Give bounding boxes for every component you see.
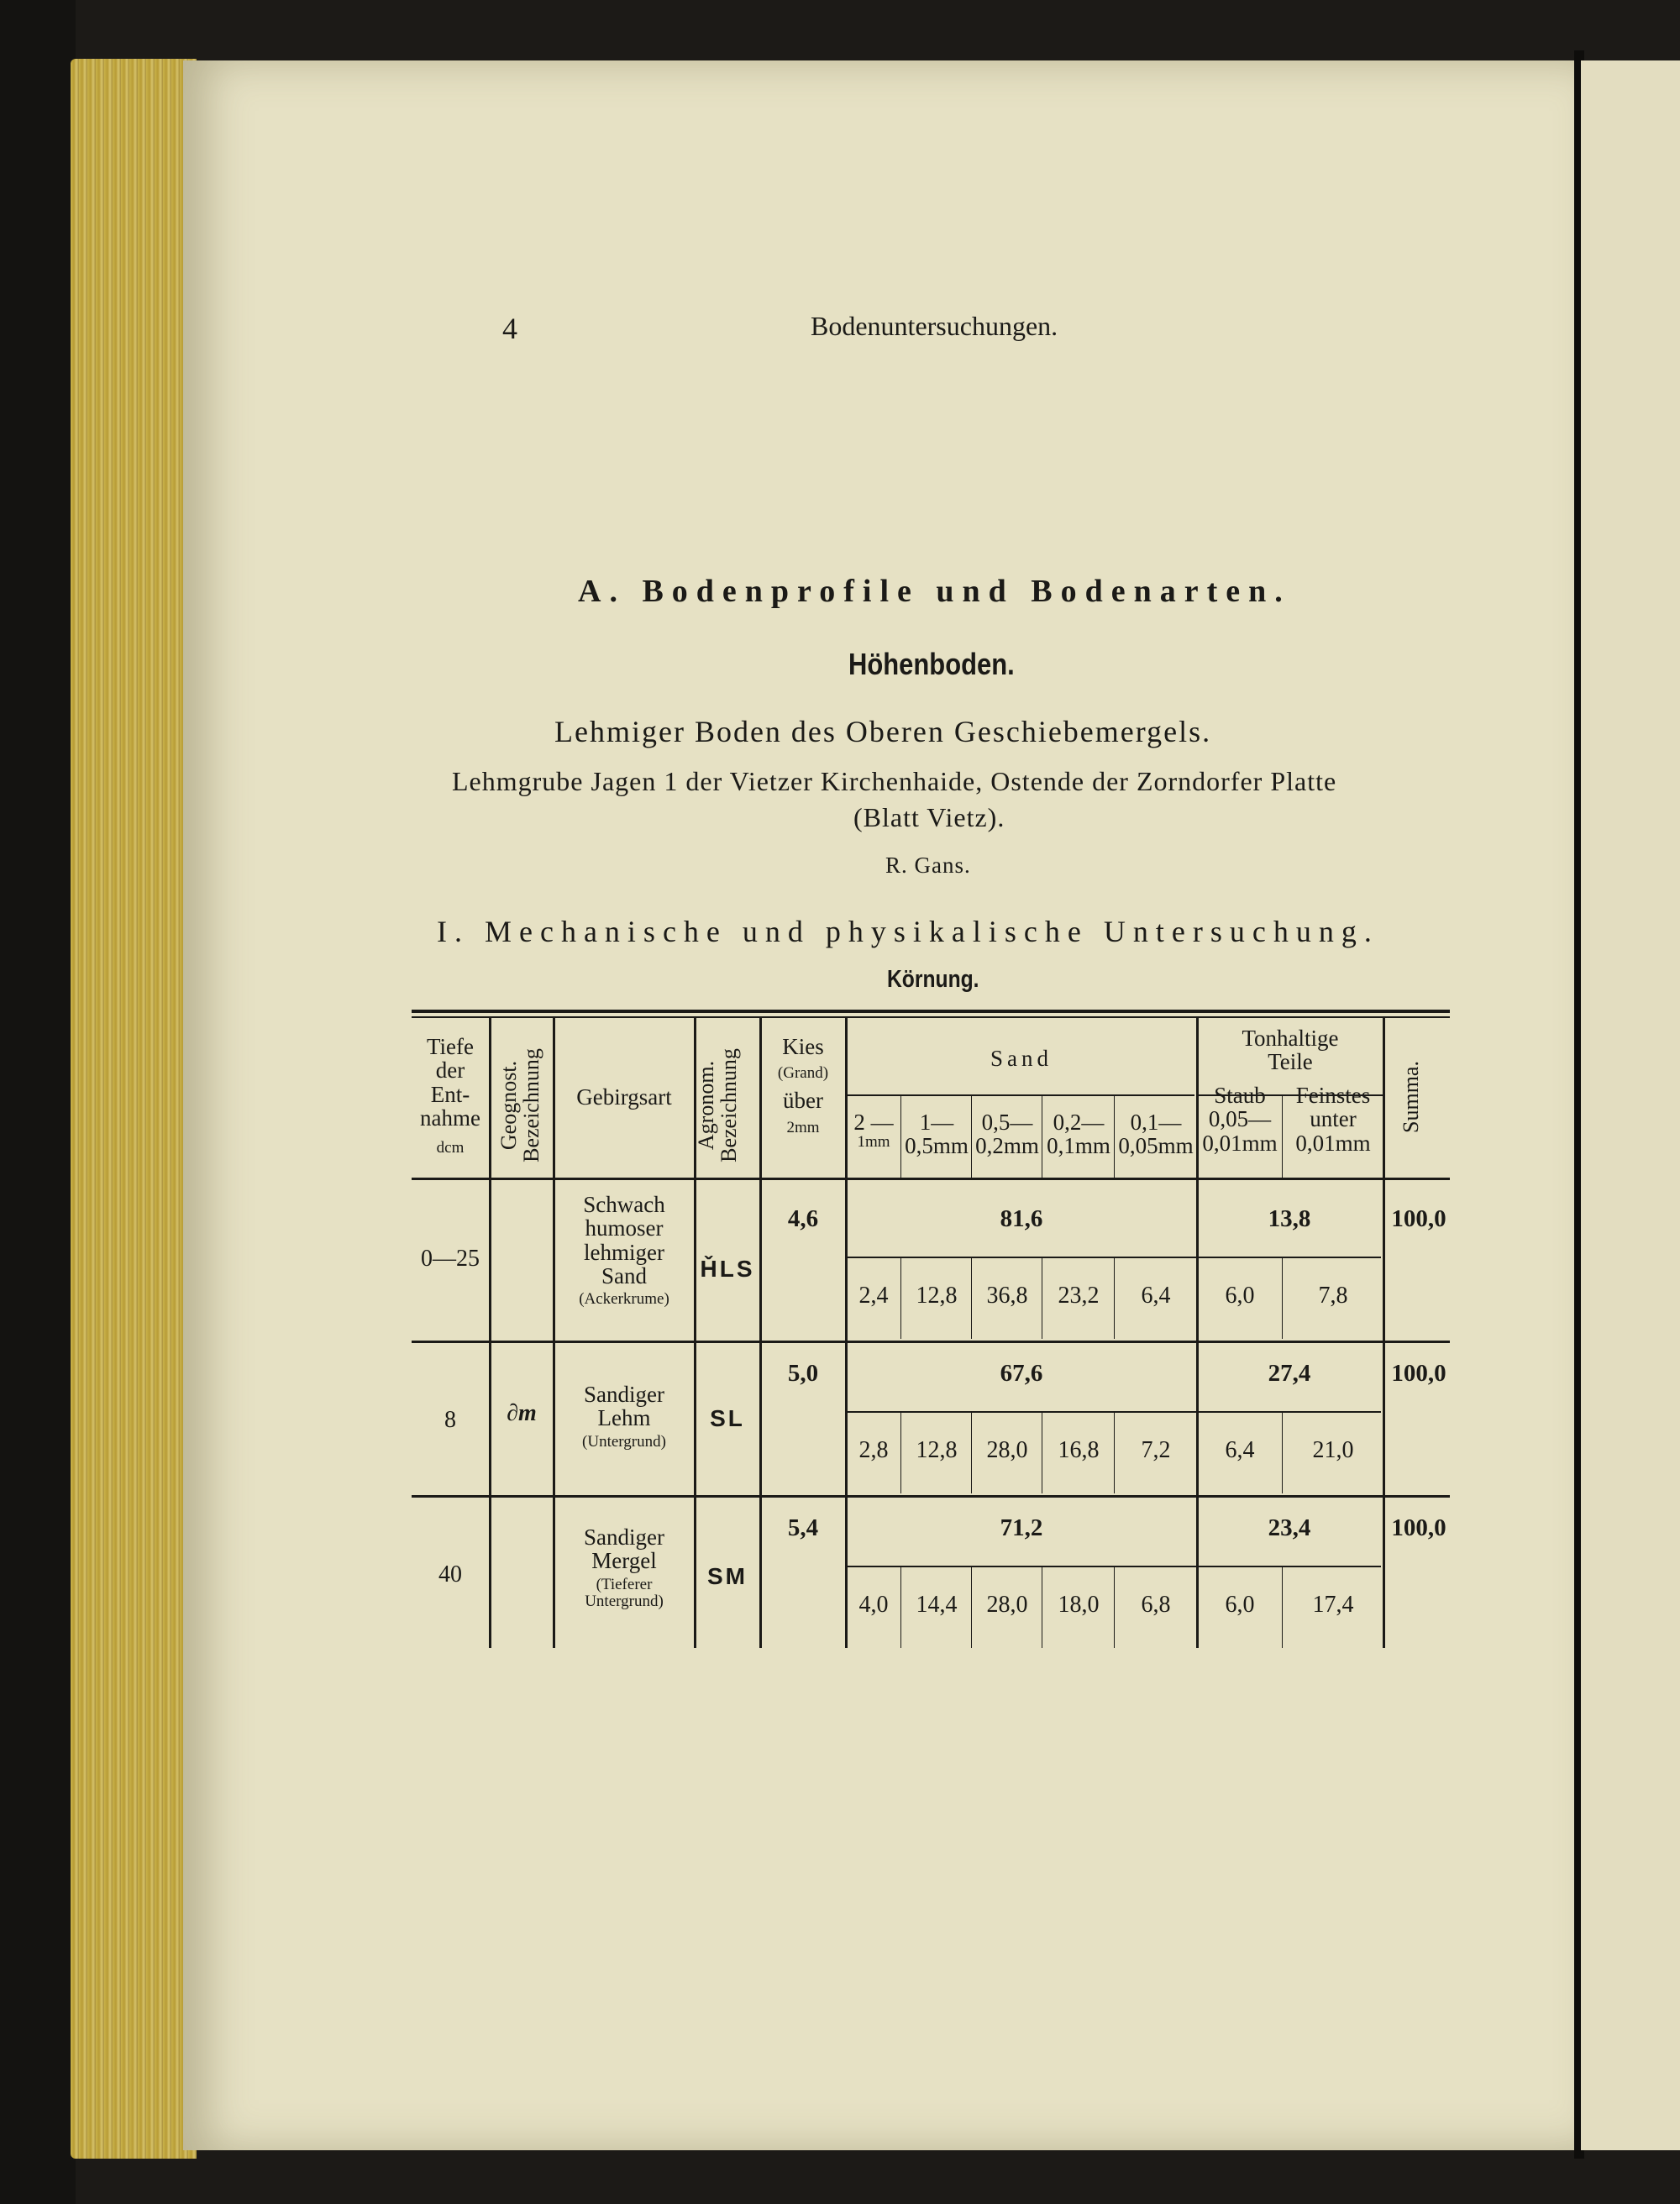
header-sand: Sand bbox=[990, 1046, 1053, 1071]
row-sand-01-005: 7,2 bbox=[1141, 1437, 1171, 1463]
row-sand-02-01: 16,8 bbox=[1058, 1437, 1100, 1463]
r3-rule-a bbox=[900, 1567, 901, 1648]
row-sand-01-005: 6,4 bbox=[1141, 1283, 1171, 1309]
header-sand-05-02: 0,5— 0,2mm bbox=[975, 1110, 1039, 1159]
soil-title: Lehmiger Boden des Oberen Geschiebemergels. bbox=[554, 715, 1212, 748]
row-kies: 4,6 bbox=[787, 1205, 819, 1232]
row-sand-02-01: 23,2 bbox=[1058, 1283, 1100, 1309]
col-rule-1 bbox=[489, 1018, 491, 1648]
r3-rule-e bbox=[1282, 1567, 1283, 1648]
row-feinstes: 17,4 bbox=[1312, 1592, 1354, 1618]
row-sand-05-02: 36,8 bbox=[986, 1283, 1028, 1309]
subrule-r3-sand bbox=[847, 1566, 1198, 1567]
row-depth: 40 bbox=[438, 1561, 462, 1587]
book-spine bbox=[0, 0, 76, 2204]
row-sand-02-01: 18,0 bbox=[1058, 1592, 1100, 1618]
r1-rule-d bbox=[1114, 1258, 1115, 1339]
row-sand-1-05: 14,4 bbox=[916, 1592, 958, 1618]
subrule-r1-sand bbox=[847, 1257, 1198, 1258]
location-line-1: Lehmgrube Jagen 1 der Vietzer Kirchenhaide, Ostende der Zorndorfer Platte bbox=[452, 766, 1337, 796]
row-ton-total: 27,4 bbox=[1268, 1360, 1311, 1387]
row-sand-total: 71,2 bbox=[1000, 1514, 1043, 1541]
row-sand-2-1: 4,0 bbox=[858, 1592, 889, 1618]
row-kies: 5,0 bbox=[787, 1360, 819, 1387]
row-gebirgsart: Sandiger Mergel (Tieferer Untergrund) bbox=[584, 1524, 664, 1610]
r1-rule-e bbox=[1282, 1258, 1283, 1339]
row-sand-total: 81,6 bbox=[1000, 1205, 1043, 1232]
header-geognost: Geognost. Bezeichnung bbox=[496, 1048, 544, 1162]
table-top-rule-thin bbox=[412, 1016, 1450, 1018]
header-sand-01-005: 0,1— 0,05mm bbox=[1118, 1110, 1194, 1159]
section-i-heading: I. Mechanische und physikalische Untersuchung. bbox=[437, 915, 1379, 948]
row-rule-1 bbox=[487, 1341, 1450, 1343]
header-agronom: Agronom. Bezeichnung bbox=[694, 1048, 742, 1162]
row-kies: 5,4 bbox=[787, 1514, 819, 1541]
sand-sub-rule bbox=[847, 1094, 1194, 1096]
subrule-r2-sand bbox=[847, 1411, 1198, 1413]
page-number: 4 bbox=[502, 312, 517, 345]
sand-col-rule-d bbox=[1114, 1096, 1115, 1178]
row-feinstes: 21,0 bbox=[1312, 1437, 1354, 1463]
r2-rule-b bbox=[971, 1413, 972, 1493]
sand-col-rule-b bbox=[971, 1096, 972, 1178]
row-sand-05-02: 28,0 bbox=[986, 1592, 1028, 1618]
row-sand-2-1: 2,4 bbox=[858, 1283, 889, 1309]
r2-rule-e bbox=[1282, 1413, 1283, 1493]
row-sand-05-02: 28,0 bbox=[986, 1437, 1028, 1463]
row-agronom: SL bbox=[710, 1405, 745, 1431]
location-line-2: (Blatt Vietz). bbox=[853, 802, 1005, 832]
running-title: Bodenuntersuchungen. bbox=[811, 311, 1058, 341]
geognost-value: ∂m bbox=[507, 1400, 537, 1426]
row-ton-total: 23,4 bbox=[1268, 1514, 1311, 1541]
row-sand-total: 67,6 bbox=[1000, 1360, 1043, 1387]
row-feinstes: 7,8 bbox=[1318, 1283, 1348, 1309]
section-a-heading: A. Bodenprofile und Bodenarten. bbox=[578, 574, 1291, 609]
table-title: Körnung. bbox=[887, 966, 979, 993]
row-depth: 8 bbox=[444, 1407, 456, 1433]
row-depth: 0—25 bbox=[421, 1246, 480, 1272]
header-tiefe: Tiefe der Ent- nahme dcm bbox=[420, 1034, 480, 1157]
table-top-rule bbox=[412, 1010, 1450, 1013]
row-summa: 100,0 bbox=[1391, 1360, 1446, 1387]
subrule-r3-ton bbox=[1198, 1566, 1381, 1567]
header-feinstes: Feinstes unter 0,01mm bbox=[1295, 1083, 1371, 1156]
col-rule-7 bbox=[1383, 1018, 1385, 1648]
row-summa: 100,0 bbox=[1391, 1205, 1446, 1232]
facing-page bbox=[1581, 60, 1680, 2150]
header-bottom-rule bbox=[412, 1178, 1450, 1180]
header-staub: Staub 0,05— 0,01mm bbox=[1202, 1083, 1278, 1156]
subrule-r1-ton bbox=[1198, 1257, 1381, 1258]
row-staub: 6,4 bbox=[1225, 1437, 1255, 1463]
row-agronom: SM bbox=[707, 1563, 748, 1589]
row-staub: 6,0 bbox=[1225, 1592, 1255, 1618]
subsection-heading: Höhenboden. bbox=[848, 647, 1015, 681]
r1-rule-a bbox=[900, 1258, 901, 1339]
row-rule-2 bbox=[487, 1495, 1450, 1498]
header-kies: Kies (Grand) über 2mm bbox=[777, 1034, 829, 1136]
sand-col-rule-a bbox=[900, 1096, 901, 1178]
row-rule-1-left bbox=[412, 1341, 487, 1343]
header-tonhaltige: Tonhaltige Teile bbox=[1242, 1026, 1339, 1075]
ton-col-rule bbox=[1282, 1096, 1283, 1178]
row-summa: 100,0 bbox=[1391, 1514, 1446, 1541]
r2-rule-d bbox=[1114, 1413, 1115, 1493]
header-summa: Summa. bbox=[1399, 1061, 1423, 1133]
row-sand-01-005: 6,8 bbox=[1141, 1592, 1171, 1618]
header-sand-1-05: 1— 0,5mm bbox=[905, 1110, 969, 1159]
row-gebirgsart: Schwach humoser lehmiger Sand (Ackerkrume) bbox=[579, 1192, 669, 1309]
row-rule-2-left bbox=[412, 1495, 487, 1498]
header-gebirgsart: Gebirgsart bbox=[576, 1084, 672, 1110]
header-sand-02-01: 0,2— 0,1mm bbox=[1047, 1110, 1110, 1159]
row-ton-total: 13,8 bbox=[1268, 1205, 1311, 1232]
row-sand-1-05: 12,8 bbox=[916, 1437, 958, 1463]
row-agronom: ȞLS bbox=[700, 1256, 755, 1282]
r3-rule-b bbox=[971, 1567, 972, 1648]
author: R. Gans. bbox=[885, 853, 971, 878]
subrule-r2-ton bbox=[1198, 1411, 1381, 1413]
row-sand-2-1: 2,8 bbox=[858, 1437, 889, 1463]
header-sand-2-1: 2 — 1mm bbox=[853, 1110, 894, 1152]
r2-rule-a bbox=[900, 1413, 901, 1493]
r3-rule-d bbox=[1114, 1567, 1115, 1648]
row-gebirgsart: Sandiger Lehm (Untergrund) bbox=[582, 1382, 666, 1451]
r1-rule-b bbox=[971, 1258, 972, 1339]
row-staub: 6,0 bbox=[1225, 1283, 1255, 1309]
page-edges bbox=[71, 59, 197, 2159]
row-sand-1-05: 12,8 bbox=[916, 1283, 958, 1309]
